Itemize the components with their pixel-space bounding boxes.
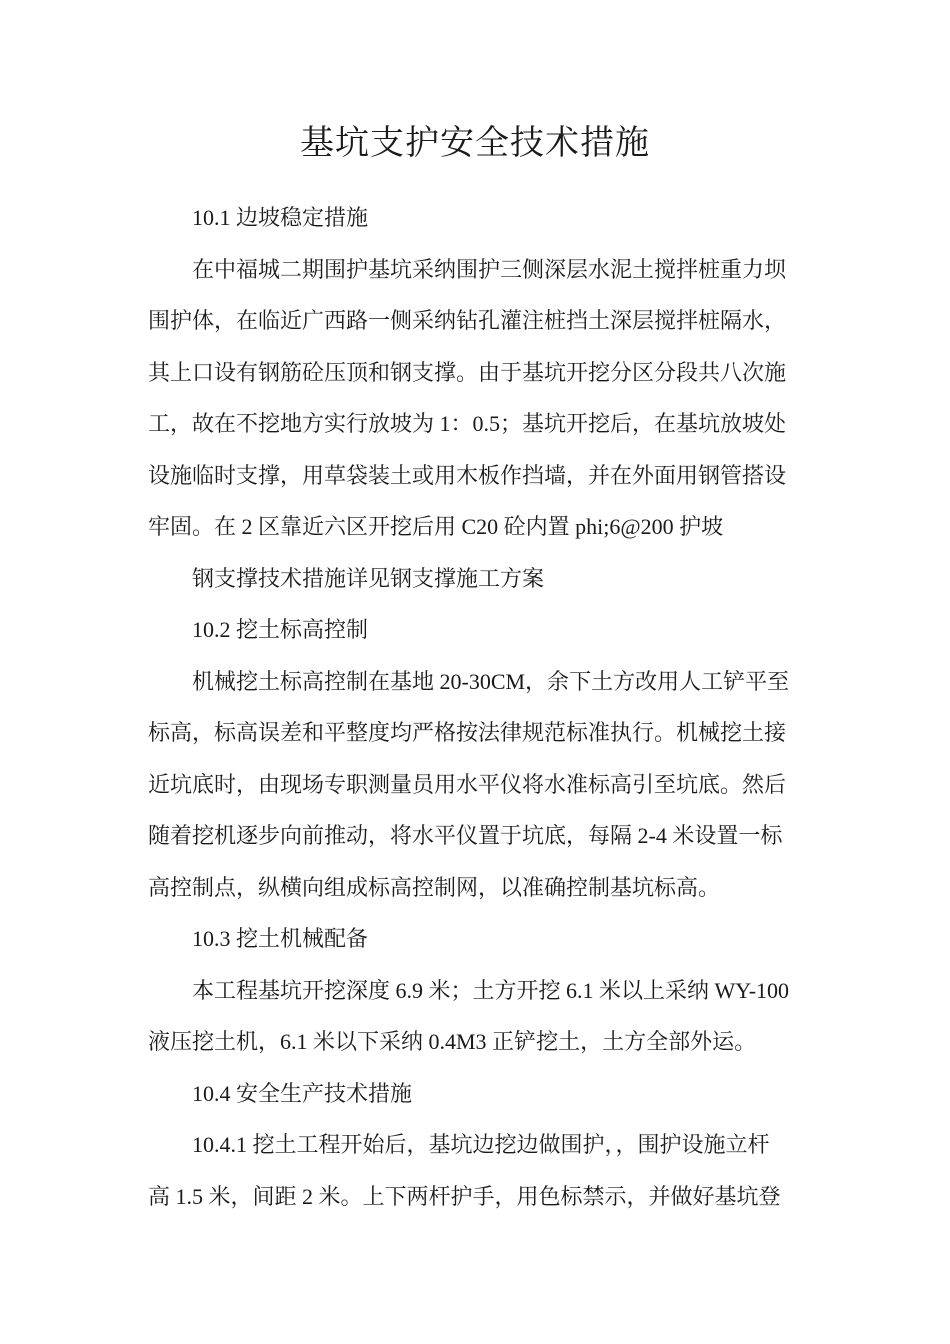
text-line: 机械挖土标高控制在基地 20-30CM，余下土方改用人工铲平至 <box>192 668 790 694</box>
text-line: 本工程基坑开挖深度 6.9 米；土方开挖 6.1 米以上采纳 WY-100 <box>192 977 790 1003</box>
text-line: 其上口设有钢筋砼压顶和钢支撑。由于基坑开挖分区分段共八次施 <box>148 359 787 385</box>
text-line: 围护体，在临近广西路一侧采纳钻孔灌注桩挡土深层搅拌桩隔水， <box>148 308 787 333</box>
section-heading-10-2 <box>148 604 800 656</box>
paragraph-excavation-machinery <box>148 965 800 1068</box>
section-heading-10-3 <box>148 913 800 965</box>
section-heading-10-4 <box>148 1068 800 1120</box>
text-line: 牢固。在 2 区靠近六区开挖后用 C20 砼内置 phi;6@200 护坡 <box>148 514 724 539</box>
text-line: 钢支撑技术措施详见钢支撑施工方案 <box>192 565 545 591</box>
text-line: 标高，标高误差和平整度均严格按法律规范标准执行。机械挖土接 <box>148 720 787 745</box>
text-line: 10.4 安全生产技术措施 <box>192 1080 413 1106</box>
text-line: 液压挖土机，6.1 米以下采纳 0.4M3 正铲挖土，土方全部外运。 <box>148 1029 757 1054</box>
text-line: 10.4.1 挖土工程开始后，基坑边挖边做围护，，围护设施立杆 <box>192 1132 770 1157</box>
text-line: 在中福城二期围护基坑采纳围护三侧深层水泥土搅拌桩重力坝 <box>192 256 787 282</box>
text-line: 10.3 挖土机械配备 <box>192 926 369 951</box>
paragraph-elevation-control <box>148 656 800 914</box>
text-line: 10.1 边坡稳定措施 <box>192 205 369 230</box>
section-heading-10-1 <box>148 192 800 244</box>
text-line: 设施临时支撑，用草袋装土或用木板作挡墙，并在外面用钢管搭设 <box>148 462 787 488</box>
text-line: 随着挖机逐步向前推动，将水平仪置于坑底，每隔 2-4 米设置一标 <box>148 823 783 848</box>
text-line: 工，故在不挖地方实行放坡为 1：0.5；基坑开挖后，在基坑放坡处 <box>148 411 787 436</box>
document-body <box>148 192 800 1222</box>
text-line: 近坑底时，由现场专职测量员用水平仪将水准标高引至坑底。然后 <box>148 771 787 797</box>
paragraph-safety-measures <box>148 1119 800 1222</box>
paragraph-steel-support <box>148 553 800 605</box>
paragraph-slope-stability <box>148 244 800 553</box>
text-line: 高控制点，纵横向组成标高控制网，以准确控制基坑标高。 <box>148 874 721 900</box>
text-line: 10.2 挖土标高控制 <box>192 617 369 642</box>
text-line: 高 1.5 米，间距 2 米。上下两杆护手，用色标禁示，并做好基坑登 <box>148 1183 781 1209</box>
document-title: 基坑支护安全技术措施 <box>300 125 650 162</box>
